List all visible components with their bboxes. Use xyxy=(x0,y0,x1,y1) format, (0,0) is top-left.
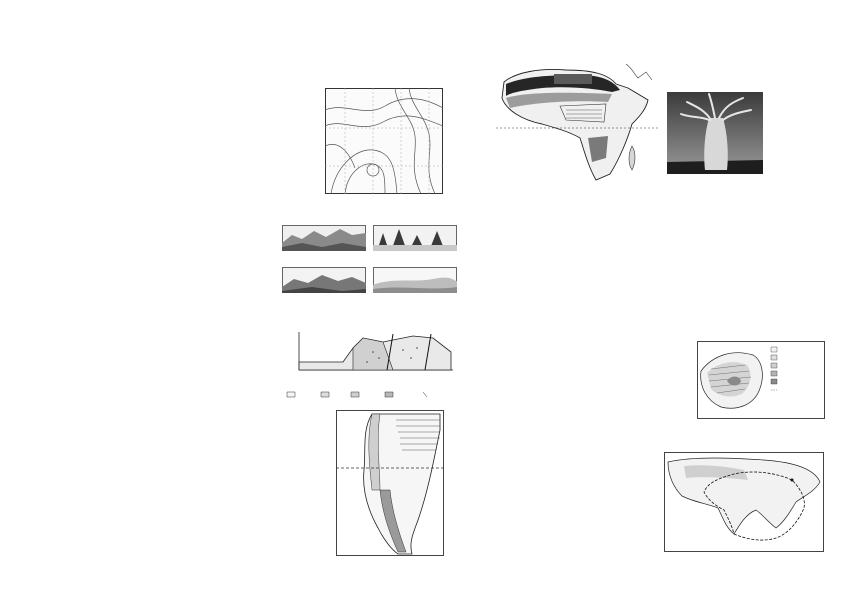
painting-1 xyxy=(282,225,366,251)
paintings-figure xyxy=(282,225,457,297)
baobab-tree-photo xyxy=(667,92,763,174)
painting-3 xyxy=(282,267,366,293)
isobar-map xyxy=(325,88,443,194)
loess-grain-size-map xyxy=(697,341,825,419)
africa-climate-map xyxy=(496,62,660,184)
painting-4 xyxy=(373,267,457,293)
geologic-section xyxy=(283,328,457,404)
painting-2 xyxy=(373,225,457,251)
faxian-route-map xyxy=(664,452,824,552)
south-america-map xyxy=(336,410,444,556)
